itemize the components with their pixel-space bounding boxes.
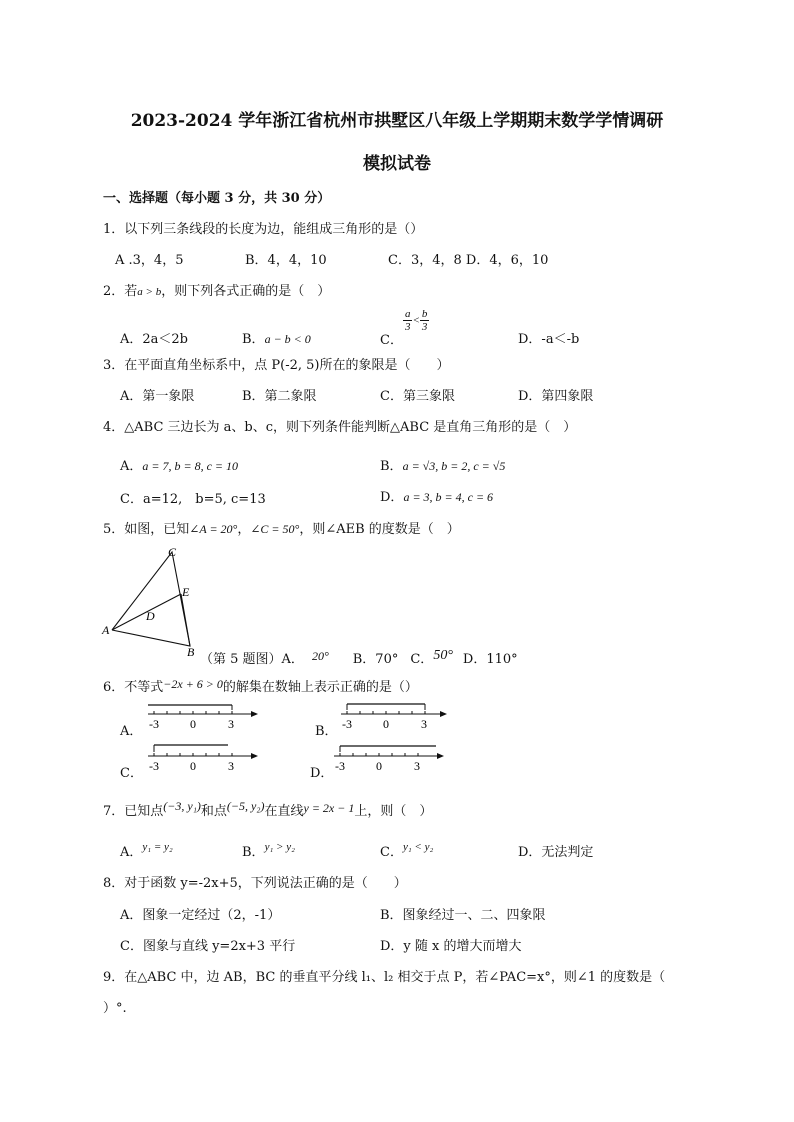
q2-c-num1: a [404, 308, 411, 320]
q7-option-a [120, 841, 173, 860]
q5-stem-post: ，则∠AEB 的度数是（ ） [299, 522, 460, 537]
q4-b-label: B． [380, 459, 403, 474]
q3-option-c: C．第三象限 [380, 389, 455, 404]
q2-b-label: B． [242, 332, 265, 347]
q3-option-d: D．第四象限 [518, 389, 594, 404]
q7-a-math: y₁ = y₂ [142, 841, 173, 853]
q6-numberline-b [333, 696, 458, 732]
q2-c-den2: 3 [421, 321, 428, 333]
q6-b-tick-3: 3 [421, 717, 427, 731]
q8-option-d: D．y 随 x 的增大而增大 [380, 939, 522, 954]
q7-p1: (−3, y₁) [163, 799, 201, 813]
q5-a-val: 20° [311, 649, 329, 663]
q2-stem-post: ，则下列各式正确的是（ ） [161, 284, 331, 299]
q7-mid: 和点 [200, 804, 227, 819]
q6-a-tick-1: -3 [149, 717, 159, 731]
page-title: 2023-2024 学年浙江省杭州市拱墅区八年级上学期期末数学学情调研 [130, 111, 664, 131]
q2-c-op: < [412, 314, 420, 327]
q5-c-val: 50° [433, 648, 453, 663]
q7-c-math: y₁ < y₂ [402, 841, 434, 853]
q2-c-label: C． [380, 333, 403, 348]
q7-stem-post: 上，则（ ） [354, 804, 433, 819]
q1-option-cd: C．3，4，8 D．4，6，10 [388, 253, 549, 268]
q5-option-b: B．70° [352, 652, 399, 667]
q6-stem-math: −2x + 6 > 0 [163, 677, 223, 691]
q6-stem [103, 676, 418, 695]
q6-option-c: C． [120, 766, 143, 781]
q4-option-b [380, 455, 505, 474]
q5-stem [103, 518, 460, 537]
q5-m2: ∠C = 50° [250, 522, 300, 536]
q5-triangle-figure [100, 542, 205, 662]
q8-option-a: A．图象一定经过（2，-1） [120, 908, 281, 923]
q3-stem: 3．在平面直角坐标系中，点 P(-2, 5)所在的象限是（ ） [103, 358, 450, 373]
q2-c-num2: b [421, 308, 428, 320]
q2-option-c [380, 308, 429, 348]
q7-c-label: C． [380, 845, 403, 860]
q6-d-tick-2: 0 [376, 759, 382, 773]
q2-option-b [242, 328, 311, 347]
q6-c-tick-1: -3 [149, 759, 159, 773]
q5-option-d: D．110° [462, 652, 518, 667]
q7-option-c [380, 841, 433, 860]
q6-option-a: A． [120, 724, 143, 739]
q4-option-a [120, 455, 238, 474]
q4-d-math: a = 3, b = 4, c = 6 [403, 490, 494, 504]
q5-figure-outline [112, 552, 190, 646]
q6-numberline-d [326, 738, 451, 774]
section-heading: 一、选择题（每小题 3 分，共 30 分） [103, 191, 331, 206]
q6-b-tick-2: 0 [383, 717, 389, 731]
q9-stem-line2: ）°. [103, 1001, 127, 1016]
q6-b-tick-1: -3 [342, 717, 352, 731]
q6-a-tick-2: 0 [190, 717, 196, 731]
q4-option-c: C．a=12, b=5, c=13 [120, 492, 266, 507]
q3-option-a: A．第一象限 [120, 389, 195, 404]
q5-figure-segment-be [181, 594, 190, 646]
q2-option-a: A．2a＜2b [120, 332, 189, 347]
q5-label-e: E [182, 585, 190, 599]
q1-option-b: B．4，4，10 [245, 253, 327, 268]
q4-stem: 4．△ABC 三边长为 a、b、c，则下列条件能判断△ABC 是直角三角形的是（ ） [103, 420, 577, 435]
q7-option-b [242, 841, 295, 860]
q5-fig-caption: （第 5 题图）A． [200, 652, 304, 667]
q4-option-d [380, 486, 493, 505]
q6-numberline-a [140, 696, 265, 732]
q5-options [200, 648, 518, 668]
q6-stem-post: 的解集在数轴上表示正确的是（） [222, 680, 418, 695]
q5-label-b: B [187, 645, 195, 659]
q7-stem [103, 800, 432, 819]
q6-numberline-c [140, 738, 265, 774]
q2-c-den1: 3 [404, 321, 411, 333]
q6-c-tick-3: 3 [228, 759, 234, 773]
q2-stem-pre: 2．若 [103, 284, 138, 299]
q2-b-math: a − b < 0 [264, 332, 311, 346]
q7-line: y = 2x − 1 [303, 801, 355, 815]
q6-a-tick-3: 3 [228, 717, 234, 731]
q7-p2: (−5, y₂) [226, 799, 265, 813]
q2-option-d: D．-a＜-b [518, 332, 580, 347]
q7-mid2: 在直线 [264, 804, 304, 819]
q6-stem-pre: 6．不等式 [103, 680, 164, 695]
q5-label-d: D [146, 609, 155, 623]
q6-option-d: D． [310, 766, 334, 781]
q7-option-d: D．无法判定 [518, 845, 594, 860]
q6-d-tick-3: 3 [414, 759, 420, 773]
q2-stem-math: a > b [137, 286, 162, 298]
q9-stem-line1: 9．在△ABC 中，边 AB，BC 的垂直平分线 l₁、l₂ 相交于点 P，若∠PAC=x°，则∠1 的度数是（ [103, 970, 666, 985]
q1-option-a: A .3，4，5 [115, 253, 184, 268]
q5-c-label: C． [410, 652, 434, 667]
q3-option-b: B．第二象限 [242, 389, 317, 404]
q8-stem: 8．对于函数 y=-2x+5，下列说法正确的是（ ） [103, 876, 407, 891]
q7-b-label: B． [242, 845, 265, 860]
q5-m1: ∠A = 20° [189, 522, 238, 536]
q5-comma: ， [237, 522, 251, 537]
q6-option-b: B． [315, 724, 338, 739]
q4-b-math: a = √3, b = 2, c = √5 [402, 459, 506, 473]
page-subtitle: 模拟试卷 [363, 154, 431, 174]
q8-option-b: B．图象经过一、二、四象限 [380, 908, 546, 923]
q4-a-math: a = 7, b = 8, c = 10 [142, 459, 239, 473]
q2-stem [103, 280, 330, 299]
q7-a-label: A． [120, 845, 143, 860]
q6-d-tick-1: -3 [335, 759, 345, 773]
q1-stem: 1．以下列三条线段的长度为边，能组成三角形的是（） [103, 222, 424, 237]
q7-b-math: y₁ > y₂ [264, 841, 295, 853]
q6-c-tick-2: 0 [190, 759, 196, 773]
q8-option-c: C．图象与直线 y=2x+3 平行 [120, 939, 296, 954]
q5-label-a: A [102, 623, 110, 637]
q4-a-label: A． [120, 459, 143, 474]
q7-stem-pre: 7．已知点 [103, 804, 164, 819]
q5-label-c: C [168, 545, 177, 559]
q5-stem-pre: 5．如图，已知 [103, 522, 190, 537]
q4-d-label: D． [380, 490, 404, 505]
